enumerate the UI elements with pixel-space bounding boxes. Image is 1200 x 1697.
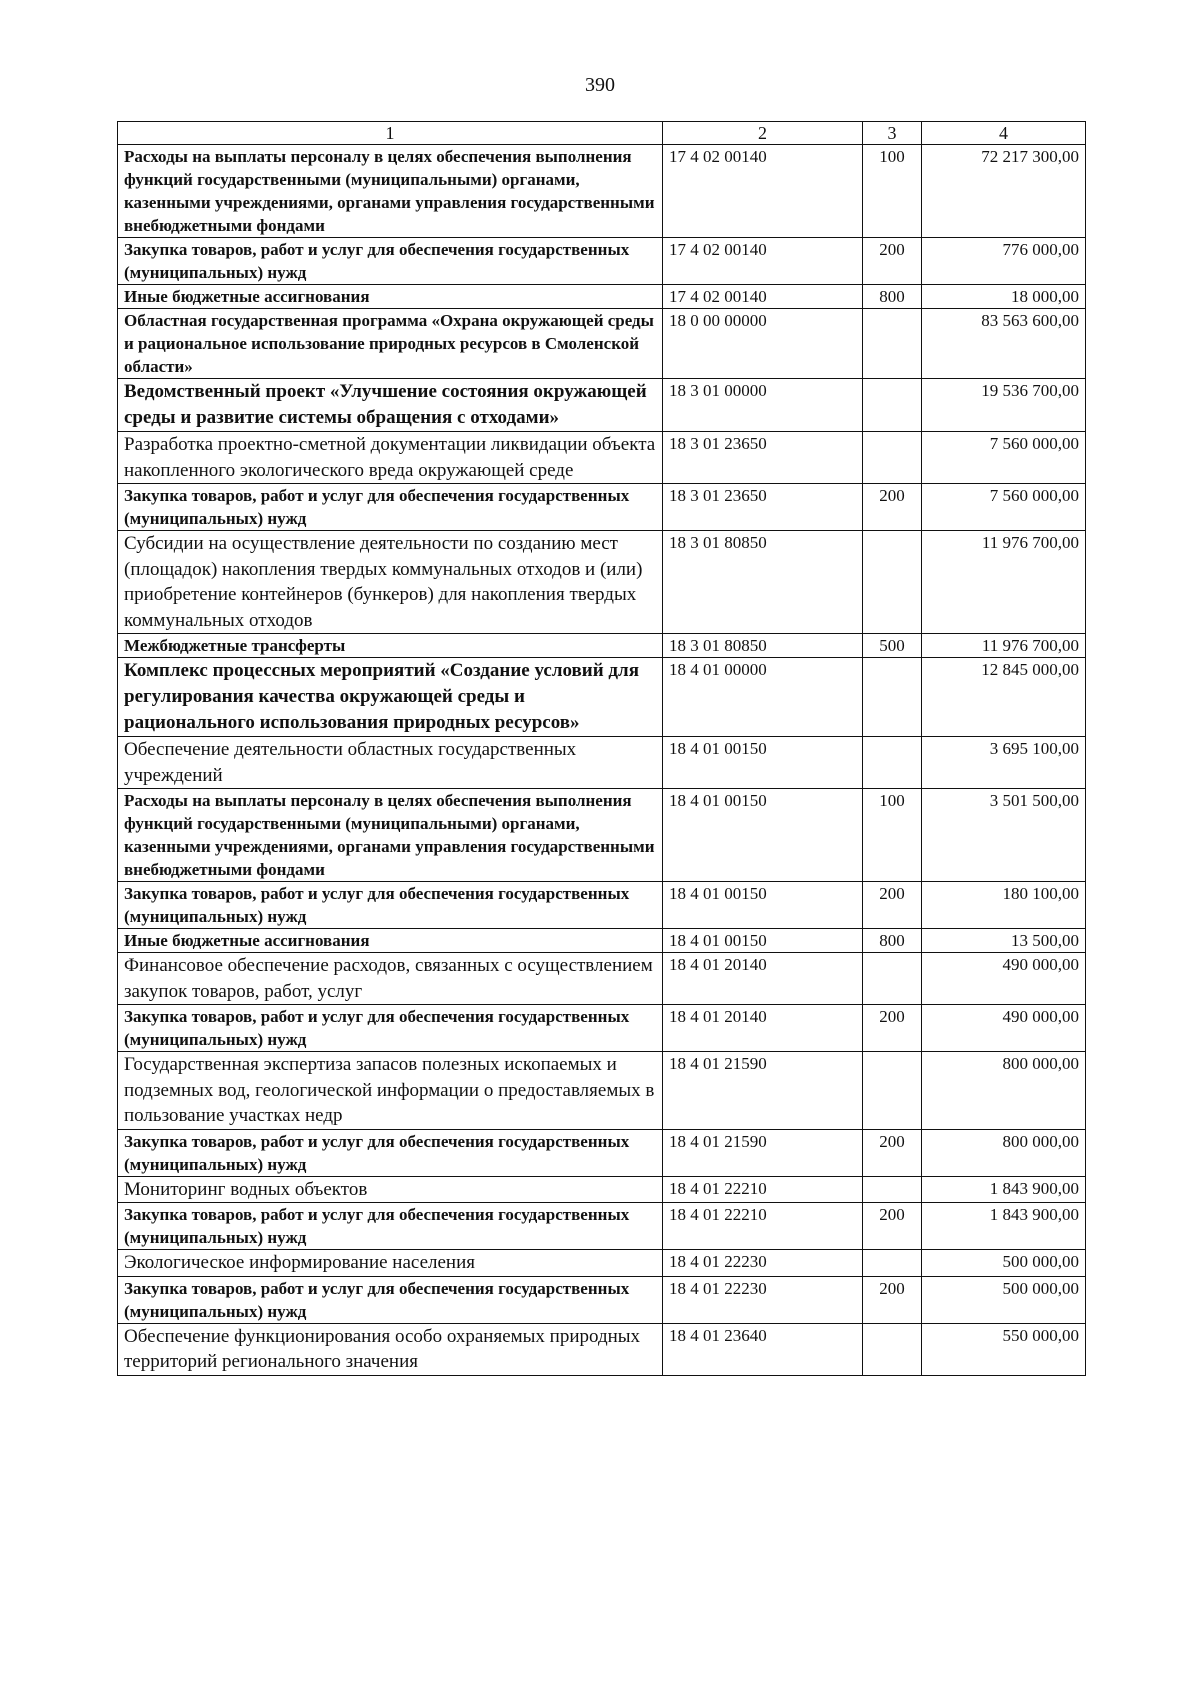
row-amount-cell: 7 560 000,00 xyxy=(922,432,1086,484)
table-row xyxy=(118,953,1086,1005)
row-code-cell: 18 4 01 21590 xyxy=(663,1052,863,1130)
table-row xyxy=(118,309,1086,379)
row-expense-type-cell: 200 xyxy=(863,1005,922,1052)
row-amount-cell: 180 100,00 xyxy=(922,882,1086,929)
row-code-cell: 18 4 01 00150 xyxy=(663,929,863,953)
row-amount-cell: 490 000,00 xyxy=(922,1005,1086,1052)
row-amount-cell: 500 000,00 xyxy=(922,1250,1086,1277)
row-name-cell: Закупка товаров, работ и услуг для обеспечения государственных (муниципальных) нужд xyxy=(118,1129,663,1176)
table-row xyxy=(118,1250,1086,1277)
row-expense-type-cell xyxy=(863,531,922,634)
table-row xyxy=(118,737,1086,789)
row-expense-type-cell: 200 xyxy=(863,1129,922,1176)
row-expense-type-cell xyxy=(863,953,922,1005)
row-code-cell: 18 4 01 22210 xyxy=(663,1203,863,1250)
row-amount-cell: 11 976 700,00 xyxy=(922,634,1086,658)
table-row xyxy=(118,789,1086,882)
row-amount-cell: 1 843 900,00 xyxy=(922,1203,1086,1250)
row-code-cell: 18 3 01 23650 xyxy=(663,432,863,484)
row-name-cell: Закупка товаров, работ и услуг для обеспечения государственных (муниципальных) нужд xyxy=(118,1005,663,1052)
row-amount-cell: 3 501 500,00 xyxy=(922,789,1086,882)
table-body xyxy=(118,145,1086,1376)
row-name-cell: Закупка товаров, работ и услуг для обеспечения государственных (муниципальных) нужд xyxy=(118,238,663,285)
row-expense-type-cell: 200 xyxy=(863,1276,922,1323)
row-code-cell: 18 4 01 00150 xyxy=(663,789,863,882)
row-name-cell: Финансовое обеспечение расходов, связанных с осуществлением закупок товаров, работ, услуг xyxy=(118,953,663,1005)
table-row xyxy=(118,1052,1086,1130)
row-name-cell: Обеспечение функционирования особо охраняемых природных территорий регионального значения xyxy=(118,1323,663,1375)
row-expense-type-cell: 100 xyxy=(863,145,922,238)
row-expense-type-cell xyxy=(863,737,922,789)
row-amount-cell: 18 000,00 xyxy=(922,285,1086,309)
row-amount-cell: 800 000,00 xyxy=(922,1129,1086,1176)
row-name-cell: Государственная экспертиза запасов полезных ископаемых и подземных вод, геологической информации о предоставляемых в пользование участках недр xyxy=(118,1052,663,1130)
row-amount-cell: 490 000,00 xyxy=(922,953,1086,1005)
row-code-cell: 18 4 01 23640 xyxy=(663,1323,863,1375)
row-amount-cell: 12 845 000,00 xyxy=(922,658,1086,737)
row-expense-type-cell: 200 xyxy=(863,882,922,929)
row-amount-cell: 800 000,00 xyxy=(922,1052,1086,1130)
table-row xyxy=(118,882,1086,929)
row-expense-type-cell: 500 xyxy=(863,634,922,658)
row-name-cell: Субсидии на осуществление деятельности по созданию мест (площадок) накопления твердых коммунальных отходов и (или) приобретение контейнеров (бункеров) для накопления твердых коммунальных отходов xyxy=(118,531,663,634)
row-amount-cell: 19 536 700,00 xyxy=(922,379,1086,432)
row-code-cell: 18 4 01 00150 xyxy=(663,737,863,789)
table-row xyxy=(118,1129,1086,1176)
table-row xyxy=(118,432,1086,484)
table-row xyxy=(118,285,1086,309)
budget-table xyxy=(117,121,1086,1376)
page-number: 390 xyxy=(585,74,615,96)
table-row xyxy=(118,238,1086,285)
row-code-cell: 17 4 02 00140 xyxy=(663,238,863,285)
row-code-cell: 18 4 01 22210 xyxy=(663,1176,863,1203)
row-expense-type-cell xyxy=(863,379,922,432)
row-name-cell: Разработка проектно-сметной документации ликвидации объекта накопленного экологического вреда окружающей среде xyxy=(118,432,663,484)
row-name-cell: Экологическое информирование населения xyxy=(118,1250,663,1277)
row-code-cell: 18 3 01 00000 xyxy=(663,379,863,432)
row-amount-cell: 776 000,00 xyxy=(922,238,1086,285)
table-row xyxy=(118,145,1086,238)
row-expense-type-cell: 800 xyxy=(863,285,922,309)
row-name-cell: Иные бюджетные ассигнования xyxy=(118,285,663,309)
row-code-cell: 18 4 01 20140 xyxy=(663,1005,863,1052)
row-name-cell: Межбюджетные трансферты xyxy=(118,634,663,658)
row-name-cell: Закупка товаров, работ и услуг для обеспечения государственных (муниципальных) нужд xyxy=(118,484,663,531)
row-amount-cell: 13 500,00 xyxy=(922,929,1086,953)
table-row xyxy=(118,634,1086,658)
table-row xyxy=(118,1276,1086,1323)
row-name-cell: Расходы на выплаты персоналу в целях обеспечения выполнения функций государственными (муниципальными) органами, казенными учреждениями, органами управления государственными внебюджетными фондами xyxy=(118,145,663,238)
row-code-cell: 18 3 01 80850 xyxy=(663,531,863,634)
row-expense-type-cell xyxy=(863,1176,922,1203)
table-row xyxy=(118,531,1086,634)
row-name-cell: Мониторинг водных объектов xyxy=(118,1176,663,1203)
row-expense-type-cell xyxy=(863,1323,922,1375)
row-amount-cell: 83 563 600,00 xyxy=(922,309,1086,379)
row-expense-type-cell xyxy=(863,1052,922,1130)
row-expense-type-cell xyxy=(863,432,922,484)
row-expense-type-cell: 100 xyxy=(863,789,922,882)
row-expense-type-cell xyxy=(863,658,922,737)
row-amount-cell: 500 000,00 xyxy=(922,1276,1086,1323)
row-amount-cell: 550 000,00 xyxy=(922,1323,1086,1375)
row-name-cell: Расходы на выплаты персоналу в целях обеспечения выполнения функций государственными (муниципальными) органами, казенными учреждениями, органами управления государственными внебюджетными фондами xyxy=(118,789,663,882)
row-code-cell: 17 4 02 00140 xyxy=(663,285,863,309)
table-row xyxy=(118,929,1086,953)
column-header-amount: 4 xyxy=(922,122,1086,145)
row-code-cell: 18 4 01 20140 xyxy=(663,953,863,1005)
row-code-cell: 18 4 01 00000 xyxy=(663,658,863,737)
table-row xyxy=(118,1203,1086,1250)
table-row xyxy=(118,1005,1086,1052)
row-expense-type-cell: 200 xyxy=(863,484,922,531)
row-name-cell: Закупка товаров, работ и услуг для обеспечения государственных (муниципальных) нужд xyxy=(118,1203,663,1250)
row-name-cell: Ведомственный проект «Улучшение состояния окружающей среды и развитие системы обращения с отходами» xyxy=(118,379,663,432)
table-row xyxy=(118,484,1086,531)
row-name-cell: Закупка товаров, работ и услуг для обеспечения государственных (муниципальных) нужд xyxy=(118,882,663,929)
row-name-cell: Обеспечение деятельности областных государственных учреждений xyxy=(118,737,663,789)
row-amount-cell: 72 217 300,00 xyxy=(922,145,1086,238)
row-code-cell: 18 4 01 00150 xyxy=(663,882,863,929)
row-name-cell: Иные бюджетные ассигнования xyxy=(118,929,663,953)
row-code-cell: 18 4 01 22230 xyxy=(663,1250,863,1277)
row-name-cell: Комплекс процессных мероприятий «Создание условий для регулирования качества окружающей среды и рационального использования природных ресурсов» xyxy=(118,658,663,737)
row-code-cell: 18 3 01 80850 xyxy=(663,634,863,658)
row-code-cell: 18 3 01 23650 xyxy=(663,484,863,531)
row-expense-type-cell xyxy=(863,1250,922,1277)
row-amount-cell: 7 560 000,00 xyxy=(922,484,1086,531)
column-header-type: 3 xyxy=(863,122,922,145)
row-name-cell: Областная государственная программа «Охрана окружающей среды и рациональное использование природных ресурсов в Смоленской области» xyxy=(118,309,663,379)
table-header-row xyxy=(118,122,1086,145)
row-code-cell: 18 0 00 00000 xyxy=(663,309,863,379)
table-row xyxy=(118,1323,1086,1375)
table-row xyxy=(118,1176,1086,1203)
row-amount-cell: 3 695 100,00 xyxy=(922,737,1086,789)
table-row xyxy=(118,379,1086,432)
row-expense-type-cell: 800 xyxy=(863,929,922,953)
table-row xyxy=(118,658,1086,737)
column-header-name: 1 xyxy=(118,122,663,145)
column-header-code: 2 xyxy=(663,122,863,145)
row-expense-type-cell xyxy=(863,309,922,379)
row-expense-type-cell: 200 xyxy=(863,238,922,285)
row-amount-cell: 1 843 900,00 xyxy=(922,1176,1086,1203)
row-code-cell: 17 4 02 00140 xyxy=(663,145,863,238)
row-code-cell: 18 4 01 21590 xyxy=(663,1129,863,1176)
row-expense-type-cell: 200 xyxy=(863,1203,922,1250)
row-code-cell: 18 4 01 22230 xyxy=(663,1276,863,1323)
row-amount-cell: 11 976 700,00 xyxy=(922,531,1086,634)
row-name-cell: Закупка товаров, работ и услуг для обеспечения государственных (муниципальных) нужд xyxy=(118,1276,663,1323)
